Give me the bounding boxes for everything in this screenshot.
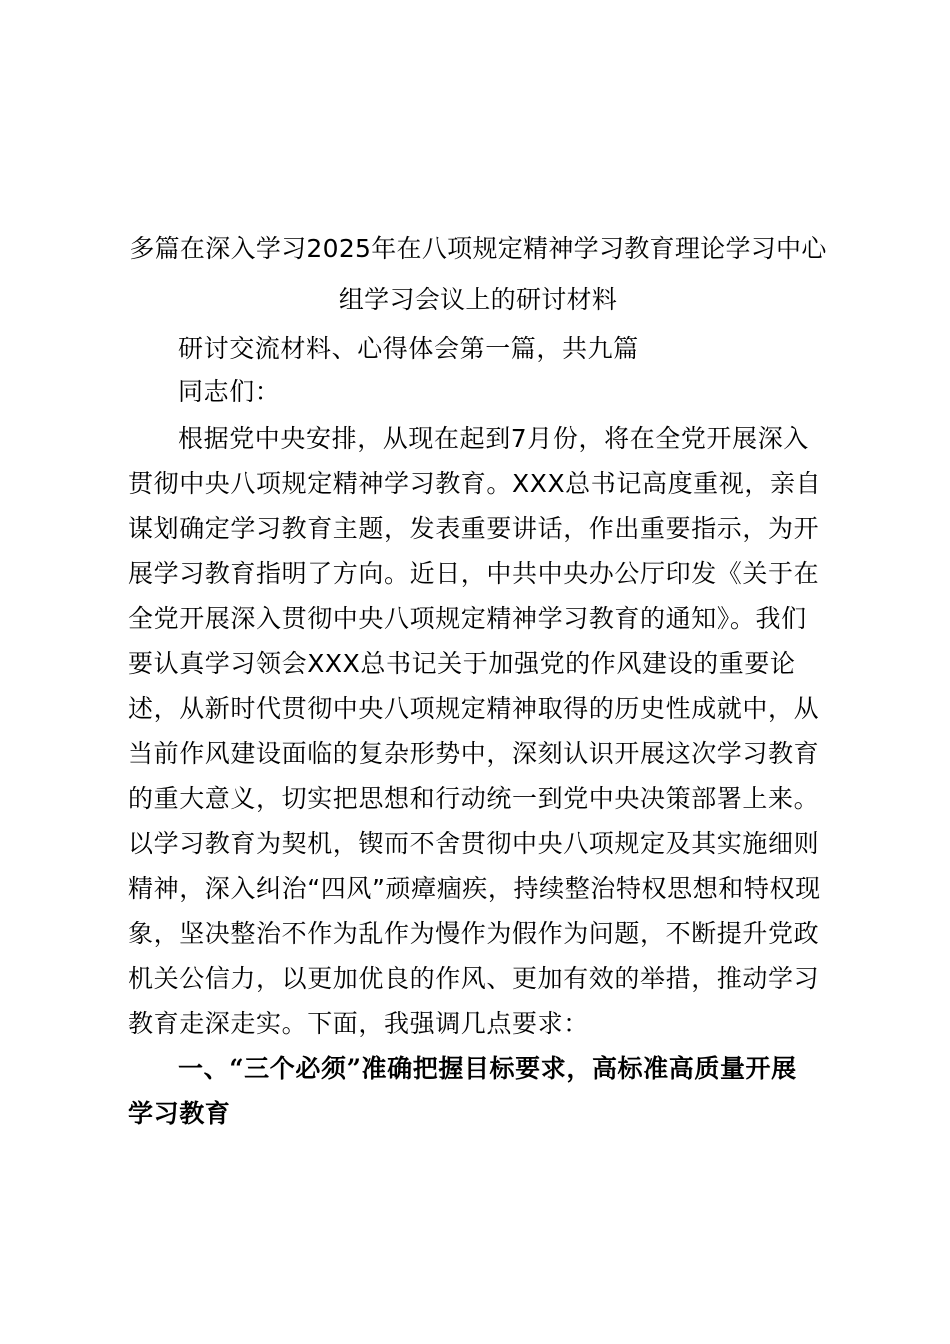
body-line: 机关公信力，以更加优良的作风、更加有效的举措，推动学习 — [128, 964, 820, 993]
section-heading-line-2: 学习教育 — [128, 1099, 231, 1128]
body-line: 教育走深走实。下面，我强调几点要求： — [128, 1009, 589, 1038]
body-line: 谋划确定学习教育主题，发表重要讲话，作出重要指示，为开 — [128, 514, 820, 543]
body-line: 要认真学习领会XXX总书记关于加强党的作风建设的重要论 — [128, 649, 796, 678]
body-line: 象，坚决整治不作为乱作为慢作为假作为问题，不断提升党政 — [128, 919, 820, 948]
body-line: 贯彻中央八项规定精神学习教育。XXX总书记高度重视，亲自 — [128, 469, 822, 498]
body-line: 全党开展深入贯彻中央八项规定精神学习教育的通知》。我们 — [128, 604, 807, 633]
section-heading-line-1: 一、“三个必须”准确把握目标要求，高标准高质量开展 — [178, 1054, 797, 1083]
body-line: 当前作风建设面临的复杂形势中，深刻认识开展这次学习教育 — [128, 739, 820, 768]
body-line: 以学习教育为契机，锲而不舍贯彻中央八项规定及其实施细则 — [128, 829, 820, 858]
body-line: 展学习教育指明了方向。近日，中共中央办公厅印发《关于在 — [128, 559, 820, 588]
document-title-line-2: 组学习会议上的研讨材料 — [338, 285, 618, 314]
body-line: 精神，深入纠治“四风”顽瘴痼疾，持续整治特权思想和特权现 — [128, 874, 821, 903]
body-line: 述，从新时代贯彻中央八项规定精神取得的历史性成就中，从 — [128, 694, 820, 723]
body-line: 根据党中央安排，从现在起到7月份，将在全党开展深入 — [178, 424, 809, 453]
document-title-line-1: 多篇在深入学习2025年在八项规定精神学习教育理论学习中心 — [129, 234, 827, 263]
subtitle-line: 研讨交流材料、心得体会第一篇，共九篇 — [178, 334, 639, 363]
body-line: 的重大意义，切实把思想和行动统一到党中央决策部署上来。 — [128, 784, 820, 813]
salutation-line: 同志们： — [178, 377, 281, 406]
